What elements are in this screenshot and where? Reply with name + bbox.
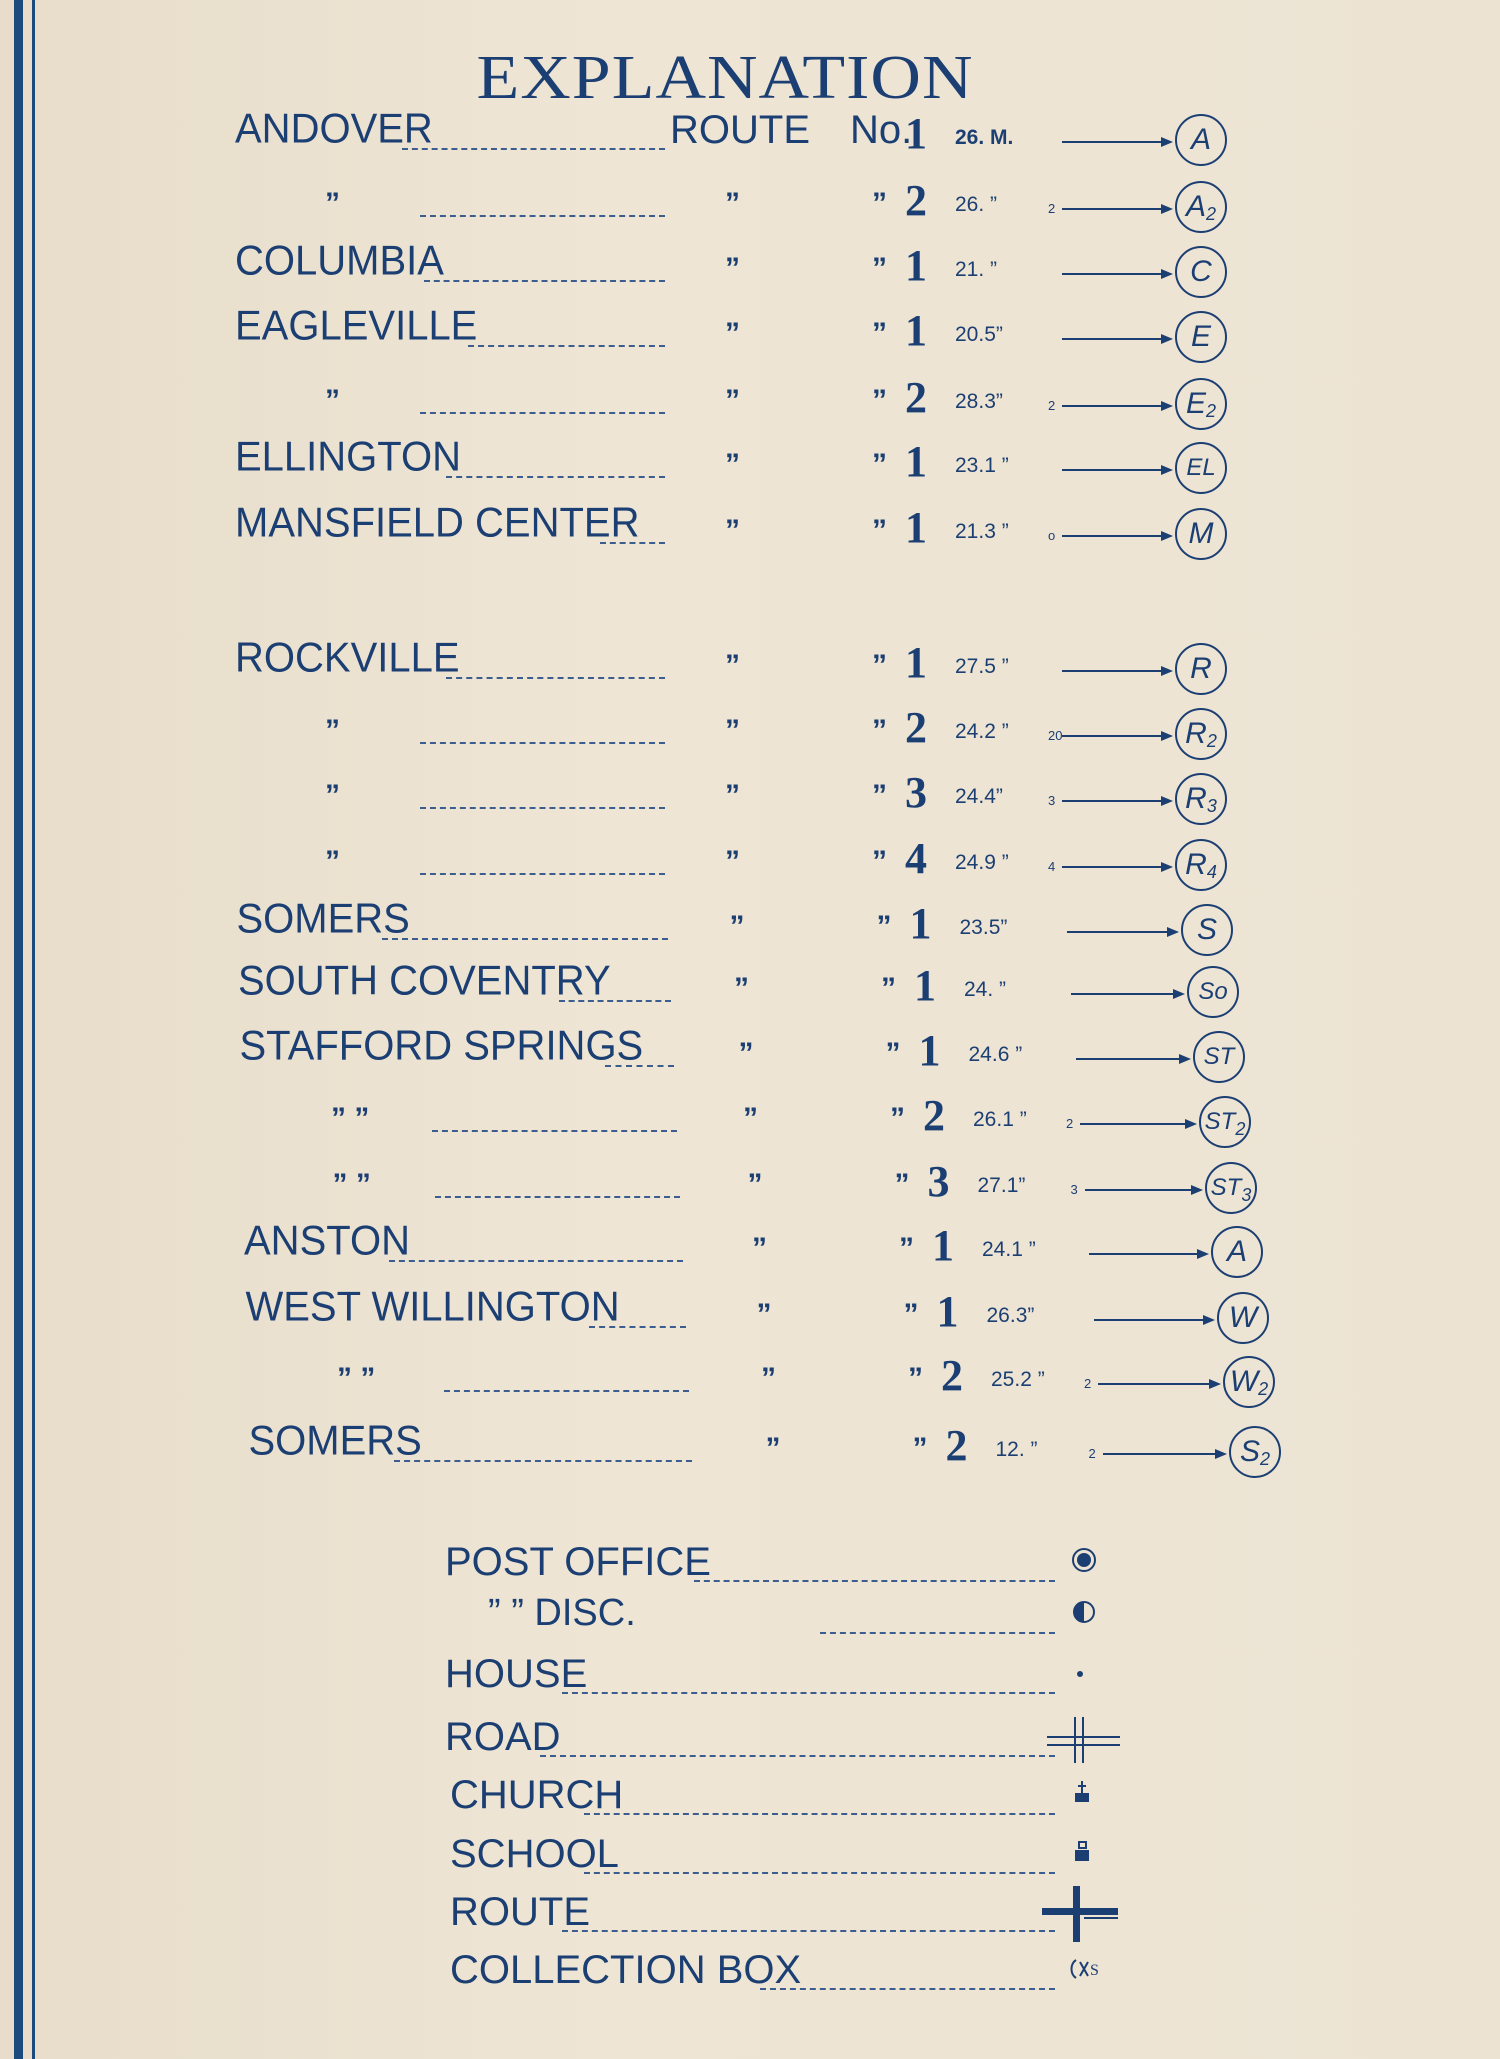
route-badge (1205, 1162, 1257, 1214)
route-row (0, 957, 1500, 1020)
route-row (0, 105, 1500, 168)
route-badge (1229, 1426, 1281, 1478)
route-row (0, 702, 1500, 762)
badge-letter: A (1226, 1235, 1247, 1268)
badge-subscript: 2 (1258, 1379, 1269, 1399)
route-row (0, 1090, 1500, 1150)
route-miles: 24.2 ” (955, 720, 1009, 743)
badge-letter: ST (1203, 1043, 1235, 1070)
route-town-name: MANSFIELD CENTER (235, 499, 640, 546)
route-badge (1175, 114, 1227, 166)
route-number: 1 (905, 503, 927, 552)
route-arrow-line (1094, 1319, 1204, 1321)
route-number: 1 (905, 109, 927, 158)
route-town-name: WEST WILLINGTON (245, 1283, 620, 1330)
ditto-mark: ” (725, 845, 740, 878)
route-miles: 26. M. (955, 126, 1014, 149)
church-icon (1070, 1779, 1100, 1814)
ditto-mark: ” (894, 1168, 910, 1201)
route-row (0, 634, 1500, 697)
badge-subscript: 2 (1206, 204, 1217, 224)
route-number: 1 (936, 1287, 959, 1336)
arrow-tick-label: 2 (1088, 1446, 1096, 1461)
route-miles: 24. ” (964, 978, 1007, 1001)
ditto-mark: ” (872, 714, 887, 747)
leader-dots (444, 1390, 689, 1392)
badge-subscript: 2 (1206, 731, 1217, 751)
arrow-tick-label: 3 (1048, 793, 1056, 808)
route-number: 1 (905, 241, 927, 290)
legend-label: POST OFFICE (445, 1540, 711, 1584)
legend-leader-dots (760, 1988, 1055, 1990)
arrow-tick-label: 2 (1048, 201, 1056, 216)
ditto-mark: ” (743, 1102, 758, 1135)
ditto-mark: ” (872, 187, 887, 220)
badge-letter: R (1190, 652, 1212, 685)
collection-box-icon (1070, 1954, 1110, 1989)
route-arrow-head (1185, 1119, 1197, 1129)
route-number: 1 (918, 1026, 941, 1075)
legend-label: ” ” DISC. (488, 1592, 636, 1634)
route-arrow-line (1062, 866, 1161, 868)
route-town-name: SOMERS (248, 1417, 422, 1464)
ditto-mark: ” (725, 649, 740, 682)
route-number: 3 (927, 1157, 950, 1206)
ditto-mark: ” (725, 779, 740, 812)
route-badge (1175, 708, 1227, 760)
route-row (0, 1156, 1500, 1216)
route-town-name: ” ” (332, 1168, 371, 1201)
arrow-tick-label: 2 (1084, 1376, 1092, 1391)
route-arrow-head (1161, 269, 1173, 279)
route-arrow-line (1071, 993, 1173, 995)
ditto-mark: ” (725, 514, 740, 547)
route-number: 2 (905, 176, 927, 225)
ditto-mark: ” (872, 845, 887, 878)
ditto-mark: ” (725, 714, 740, 747)
ditto-mark: ” (899, 1232, 914, 1265)
route-badge (1175, 181, 1227, 233)
badge-letter: ST (1210, 1174, 1242, 1201)
arrow-tick-label: 2 (1066, 1116, 1074, 1131)
badge-subscript: 4 (1206, 862, 1217, 882)
route-badge (1175, 311, 1227, 363)
ditto-mark: ” (747, 1168, 763, 1201)
route-arrow-line (1062, 735, 1161, 737)
leader-dots (420, 742, 665, 744)
badge-letter: M (1188, 517, 1214, 550)
route-number: 1 (914, 961, 936, 1010)
route-town-name: EAGLEVILLE (235, 302, 478, 349)
ditto-mark: ” (881, 972, 896, 1005)
leader-dots (424, 280, 665, 282)
badge-letter: So (1198, 978, 1228, 1005)
route-miles: 26.3” (986, 1304, 1035, 1327)
legend-label: ROUTE (450, 1890, 590, 1934)
leader-dots (468, 345, 665, 347)
route-miles: 23.5” (959, 916, 1008, 939)
route-miles: 26.1 ” (973, 1108, 1027, 1131)
route-badge (1211, 1226, 1263, 1278)
route-arrow-line (1062, 338, 1161, 340)
route-town-name: ” (325, 187, 340, 220)
badge-letter: ST (1204, 1108, 1236, 1135)
route-row (0, 433, 1500, 496)
route-badge (1175, 246, 1227, 298)
legend-leader-dots (540, 1755, 1055, 1757)
ditto-mark: ” (738, 1037, 754, 1070)
legend-label: COLLECTION BOX (450, 1948, 802, 1992)
route-town-name: ” (325, 714, 340, 747)
route-arrow-line (1062, 670, 1161, 672)
route-number: 3 (905, 768, 927, 817)
route-arrow-line (1089, 1253, 1197, 1255)
route-badge (1175, 508, 1227, 560)
badge-letter: W (1228, 1301, 1258, 1334)
number-column-header: No. (850, 108, 913, 152)
badge-letter: C (1190, 255, 1212, 288)
route-miles: 21.3 ” (955, 520, 1009, 543)
leader-dots (600, 542, 665, 544)
post-office-disc-icon (1070, 1598, 1100, 1633)
route-number: 4 (905, 834, 927, 883)
ditto-mark: ” (890, 1102, 905, 1135)
badge-letter: EL (1186, 454, 1216, 481)
route-row (0, 1022, 1500, 1085)
legend-leader-dots (584, 1813, 1055, 1815)
ditto-mark: ” (725, 187, 740, 220)
ditto-mark: ” (872, 779, 887, 812)
legend-leader-dots (820, 1632, 1055, 1634)
route-arrow-line (1085, 1189, 1192, 1191)
route-arrow-head (1209, 1379, 1221, 1389)
route-town-name: ANSTON (244, 1217, 410, 1264)
svg-text:S: S (1090, 1962, 1099, 1979)
route-arrow-head (1161, 796, 1173, 806)
route-badge (1175, 378, 1227, 430)
ditto-mark: ” (725, 384, 740, 417)
route-row (0, 175, 1500, 235)
route-badge (1193, 1031, 1245, 1083)
route-arrow-head (1179, 1054, 1191, 1064)
route-miles: 27.1” (977, 1174, 1026, 1197)
route-town-name: ANDOVER (235, 105, 433, 152)
route-arrow-head (1161, 465, 1173, 475)
route-miles: 24.6 ” (968, 1043, 1023, 1066)
route-arrow-head (1161, 731, 1173, 741)
ditto-mark: ” (752, 1232, 767, 1265)
route-number: 2 (945, 1421, 968, 1470)
route-badge (1181, 904, 1233, 956)
leader-dots (446, 476, 665, 478)
route-miles: 24.4” (955, 785, 1003, 808)
leader-dots (420, 807, 665, 809)
ditto-mark: ” (872, 317, 887, 350)
badge-letter: E (1190, 320, 1211, 353)
route-arrow-head (1161, 862, 1173, 872)
route-miles: 26. ” (955, 193, 998, 216)
route-miles: 24.9 ” (955, 851, 1009, 874)
arrow-tick-label: o (1048, 528, 1056, 543)
route-miles: 24.1 ” (982, 1238, 1036, 1261)
ditto-mark: ” (872, 384, 887, 417)
leader-dots (382, 938, 669, 940)
route-arrow-line (1062, 208, 1161, 210)
route-arrow-head (1203, 1315, 1215, 1325)
ditto-mark: ” (872, 649, 887, 682)
legend-label: ROAD (445, 1715, 561, 1759)
leader-dots (559, 1000, 671, 1002)
ditto-mark: ” (765, 1432, 781, 1465)
badge-subscript: 2 (1235, 1119, 1246, 1139)
route-arrow-head (1167, 927, 1179, 937)
route-number: 2 (905, 703, 927, 752)
route-row (0, 237, 1500, 300)
legend-leader-dots (562, 1692, 1055, 1694)
route-column-header: ROUTE (670, 108, 810, 152)
route-arrow-head (1197, 1249, 1209, 1259)
route-miles: 25.2 ” (991, 1368, 1045, 1391)
route-number: 1 (932, 1221, 954, 1270)
leader-dots (420, 215, 665, 217)
route-number: 1 (909, 899, 932, 948)
route-arrow-line (1080, 1123, 1185, 1125)
route-badge (1175, 773, 1227, 825)
route-town-name: ” ” (331, 1102, 370, 1135)
legend-leader-dots (694, 1580, 1055, 1582)
route-miles: 27.5 ” (955, 655, 1009, 678)
route-badge (1175, 643, 1227, 695)
route-badge (1175, 839, 1227, 891)
route-arrow-line (1103, 1453, 1216, 1455)
badge-letter: S (1196, 913, 1217, 946)
badge-letter: R (1185, 848, 1207, 881)
ditto-mark: ” (872, 514, 887, 547)
route-arrow-line (1062, 535, 1161, 537)
route-town-name: ELLINGTON (235, 433, 461, 480)
route-town-name: SOUTH COVENTRY (238, 957, 611, 1004)
route-badge (1199, 1096, 1251, 1148)
badge-letter: W (1229, 1365, 1259, 1398)
route-number: 2 (923, 1091, 945, 1140)
route-number: 2 (941, 1351, 963, 1400)
route-arrow-line (1062, 405, 1161, 407)
route-town-name: ” ” (337, 1362, 376, 1395)
route-town-name: ” (325, 845, 340, 878)
ditto-mark: ” (761, 1362, 776, 1395)
arrow-tick-label: 2 (1048, 398, 1056, 413)
legend-label: HOUSE (445, 1652, 588, 1696)
route-town-name: COLUMBIA (235, 237, 444, 284)
route-town-name: STAFFORD SPRINGS (239, 1022, 644, 1069)
ditto-mark: ” (725, 448, 740, 481)
route-miles: 20.5” (955, 323, 1003, 346)
route-town-name: ” (325, 384, 340, 417)
route-arrow-head (1161, 137, 1173, 147)
ditto-mark: ” (729, 910, 745, 943)
route-town-name: ” (325, 779, 340, 812)
badge-letter: A (1190, 123, 1211, 156)
legend-label: CHURCH (450, 1773, 624, 1817)
leader-dots (420, 873, 665, 875)
badge-subscript: 2 (1260, 1449, 1271, 1469)
ditto-mark: ” (903, 1298, 919, 1331)
arrow-tick-label: 3 (1070, 1182, 1078, 1197)
route-arrow-line (1067, 931, 1168, 933)
arrow-tick-label: 4 (1048, 859, 1056, 874)
route-miles: 23.1 ” (955, 454, 1009, 477)
route-number: 2 (905, 373, 927, 422)
leader-dots (432, 1130, 677, 1132)
route-arrow-head (1215, 1449, 1227, 1459)
route-badge (1223, 1356, 1275, 1408)
route-arrow-line (1062, 800, 1161, 802)
badge-letter: R (1185, 782, 1207, 815)
route-arrow-head (1161, 401, 1173, 411)
ditto-mark: ” (725, 252, 740, 285)
route-arrow-line (1062, 273, 1161, 275)
ditto-mark: ” (876, 910, 892, 943)
route-arrow-head (1161, 531, 1173, 541)
badge-subscript: 3 (1206, 796, 1217, 816)
route-row (0, 1217, 1500, 1280)
leader-dots (420, 412, 665, 414)
ditto-mark: ” (885, 1037, 901, 1070)
post-office-dot-icon (1070, 1546, 1100, 1581)
route-badge (1217, 1292, 1269, 1344)
route-row (0, 302, 1500, 365)
route-town-name: ROCKVILLE (235, 634, 460, 681)
school-icon (1070, 1838, 1100, 1873)
route-row (0, 1283, 1500, 1346)
route-row (0, 833, 1500, 893)
route-row (0, 499, 1500, 562)
route-number: 1 (905, 638, 927, 687)
badge-letter: A (1185, 190, 1206, 223)
badge-subscript: 3 (1241, 1185, 1252, 1205)
ditto-mark: ” (872, 252, 887, 285)
route-miles: 12. ” (995, 1438, 1038, 1461)
ditto-mark: ” (872, 448, 887, 481)
route-number: 1 (905, 437, 927, 486)
route-cross-icon (1040, 1884, 1120, 1949)
ditto-mark: ” (756, 1298, 772, 1331)
badge-letter: R (1185, 717, 1207, 750)
route-badge (1187, 966, 1239, 1018)
house-dot-icon (1070, 1658, 1100, 1693)
route-row (0, 895, 1500, 958)
route-row (0, 1350, 1500, 1410)
page-title: EXPLANATION (476, 42, 974, 113)
route-arrow-line (1098, 1383, 1209, 1385)
route-miles: 21. ” (955, 258, 998, 281)
badge-letter: S (1239, 1435, 1260, 1468)
route-badge (1175, 442, 1227, 494)
route-number: 1 (905, 306, 927, 355)
leader-dots (589, 1326, 687, 1328)
arrow-tick-label: 20 (1048, 728, 1063, 743)
route-row (0, 1417, 1500, 1480)
route-arrow-head (1161, 204, 1173, 214)
ditto-mark: ” (725, 317, 740, 350)
badge-subscript: 2 (1206, 401, 1217, 421)
route-row (0, 372, 1500, 432)
route-arrow-head (1161, 334, 1173, 344)
route-arrow-head (1191, 1185, 1203, 1195)
legend-leader-dots (562, 1930, 1055, 1932)
leader-dots (394, 1460, 693, 1462)
route-arrow-head (1173, 989, 1185, 999)
leader-dots (435, 1196, 680, 1198)
legend-leader-dots (584, 1872, 1055, 1874)
road-cross-icon (1045, 1715, 1125, 1770)
leader-dots (446, 677, 665, 679)
ditto-mark: ” (912, 1432, 928, 1465)
route-arrow-line (1076, 1058, 1180, 1060)
route-miles: 28.3” (955, 390, 1003, 413)
route-row (0, 767, 1500, 827)
badge-letter: E (1185, 387, 1206, 420)
leader-dots (402, 148, 665, 150)
legend-label: SCHOOL (450, 1832, 619, 1876)
ditto-mark: ” (734, 972, 749, 1005)
route-arrow-line (1062, 469, 1161, 471)
route-town-name: SOMERS (236, 895, 410, 942)
ditto-mark: ” (908, 1362, 923, 1395)
leader-dots (605, 1065, 675, 1067)
route-arrow-head (1161, 666, 1173, 676)
leader-dots (389, 1260, 683, 1262)
route-arrow-line (1062, 141, 1161, 143)
